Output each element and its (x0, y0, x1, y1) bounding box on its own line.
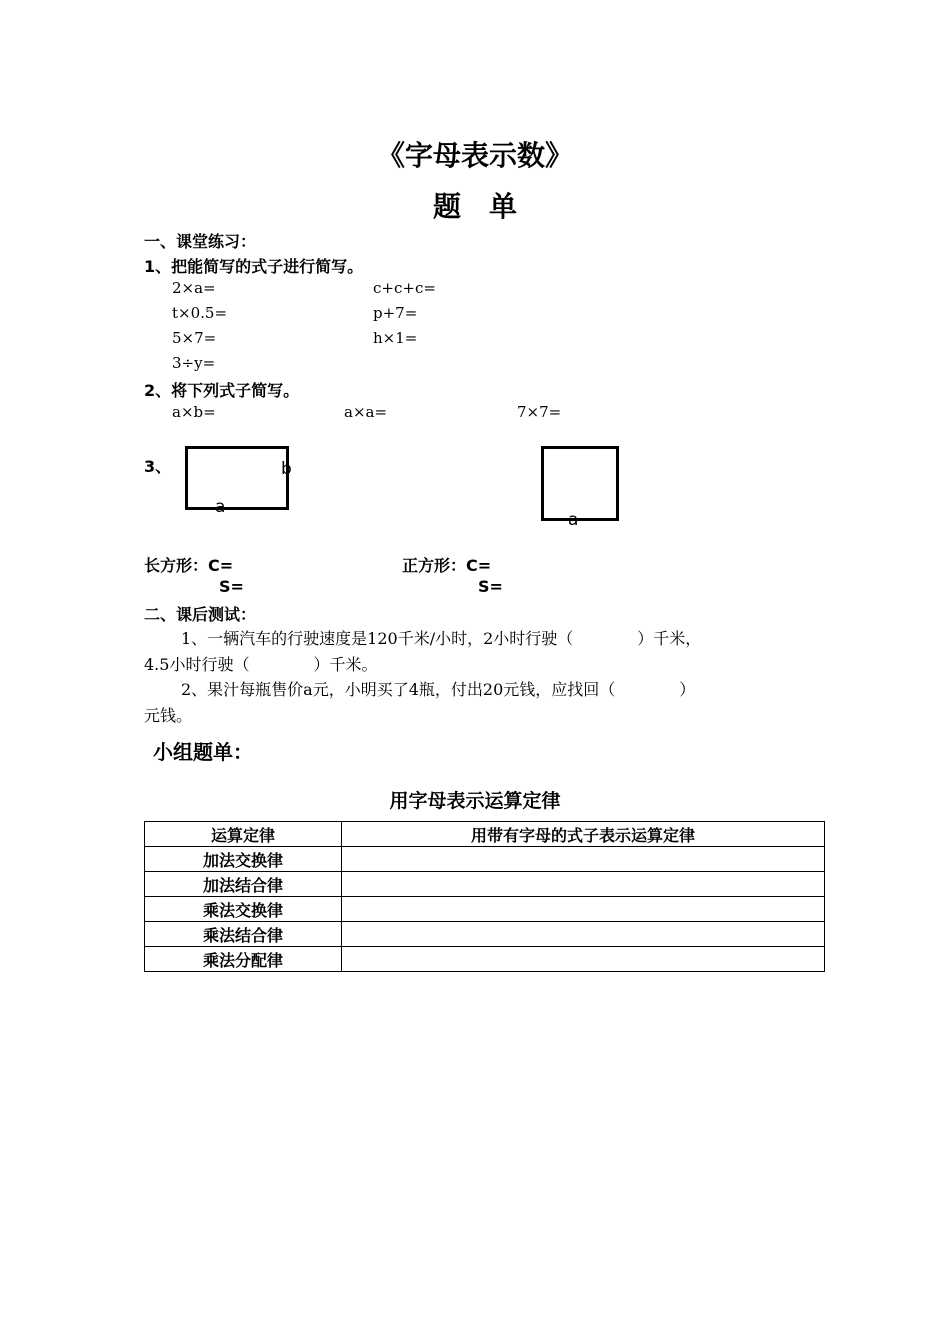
law-expression-cell[interactable] (342, 922, 825, 947)
q1-expr-4: p+7= (373, 304, 418, 322)
laws-table (144, 821, 825, 972)
table-title: 用字母表示运算定律 (389, 790, 561, 812)
section1-heading: 一、课堂练习： (144, 232, 257, 251)
page-title: 《字母表示数》 (376, 139, 573, 172)
rectangle-label-a: a (215, 497, 226, 517)
law-expression-cell[interactable] (342, 872, 825, 897)
q2-expr-1: a×b= (172, 403, 216, 421)
test-question-1-line2: 4.5小时行驶（ ）千米。 (144, 655, 378, 674)
q1-expr-6: h×1= (373, 329, 418, 347)
law-name: 加法交换律 (145, 847, 342, 872)
table-row (145, 947, 825, 972)
test-question-2-line2: 元钱。 (144, 706, 193, 725)
q1-expr-1: 2×a= (172, 279, 216, 297)
q1-label: 1、把能简写的式子进行简写。 (144, 257, 364, 276)
group-heading: 小组题单： (153, 740, 253, 764)
table-row (145, 847, 825, 872)
column-header-expression: 用带有字母的式子表示运算定律 (342, 822, 825, 847)
square-area: S= (478, 577, 503, 596)
q1-expr-3: t×0.5= (172, 304, 228, 322)
q1-expr-7: 3÷y= (172, 354, 216, 372)
table-row (145, 922, 825, 947)
rectangle-figure (185, 446, 289, 510)
law-name: 乘法分配律 (145, 947, 342, 972)
q2-label: 2、将下列式子简写。 (144, 381, 300, 400)
rectangle-area: S= (219, 577, 244, 596)
rectangle-perimeter: 长方形：C= (144, 556, 234, 575)
law-name: 乘法结合律 (145, 922, 342, 947)
q1-expr-2: c+c+c= (373, 279, 436, 297)
q3-label: 3、 (144, 457, 172, 476)
q1-expr-5: 5×7= (172, 329, 217, 347)
page-subtitle: 题 单 (432, 190, 517, 223)
test-question-1-line1: 1、一辆汽车的行驶速度是120千米/小时，2小时行驶（ ）千米， (181, 629, 702, 648)
square-label-a: a (568, 510, 579, 530)
table-row (145, 872, 825, 897)
square-perimeter: 正方形：C= (402, 556, 492, 575)
law-expression-cell[interactable] (342, 947, 825, 972)
q2-expr-3: 7×7= (517, 403, 562, 421)
rectangle-label-b: b (281, 459, 292, 479)
law-name: 加法结合律 (145, 872, 342, 897)
section2-heading: 二、课后测试： (144, 605, 257, 624)
square-figure (541, 446, 619, 521)
q2-expr-2: a×a= (344, 403, 388, 421)
table-header-row (145, 822, 825, 847)
law-name: 乘法交换律 (145, 897, 342, 922)
test-question-2-line1: 2、果汁每瓶售价a元，小明买了4瓶，付出20元钱，应找回（ ） (181, 680, 696, 699)
law-expression-cell[interactable] (342, 897, 825, 922)
column-header-law: 运算定律 (145, 822, 342, 847)
table-row (145, 897, 825, 922)
law-expression-cell[interactable] (342, 847, 825, 872)
